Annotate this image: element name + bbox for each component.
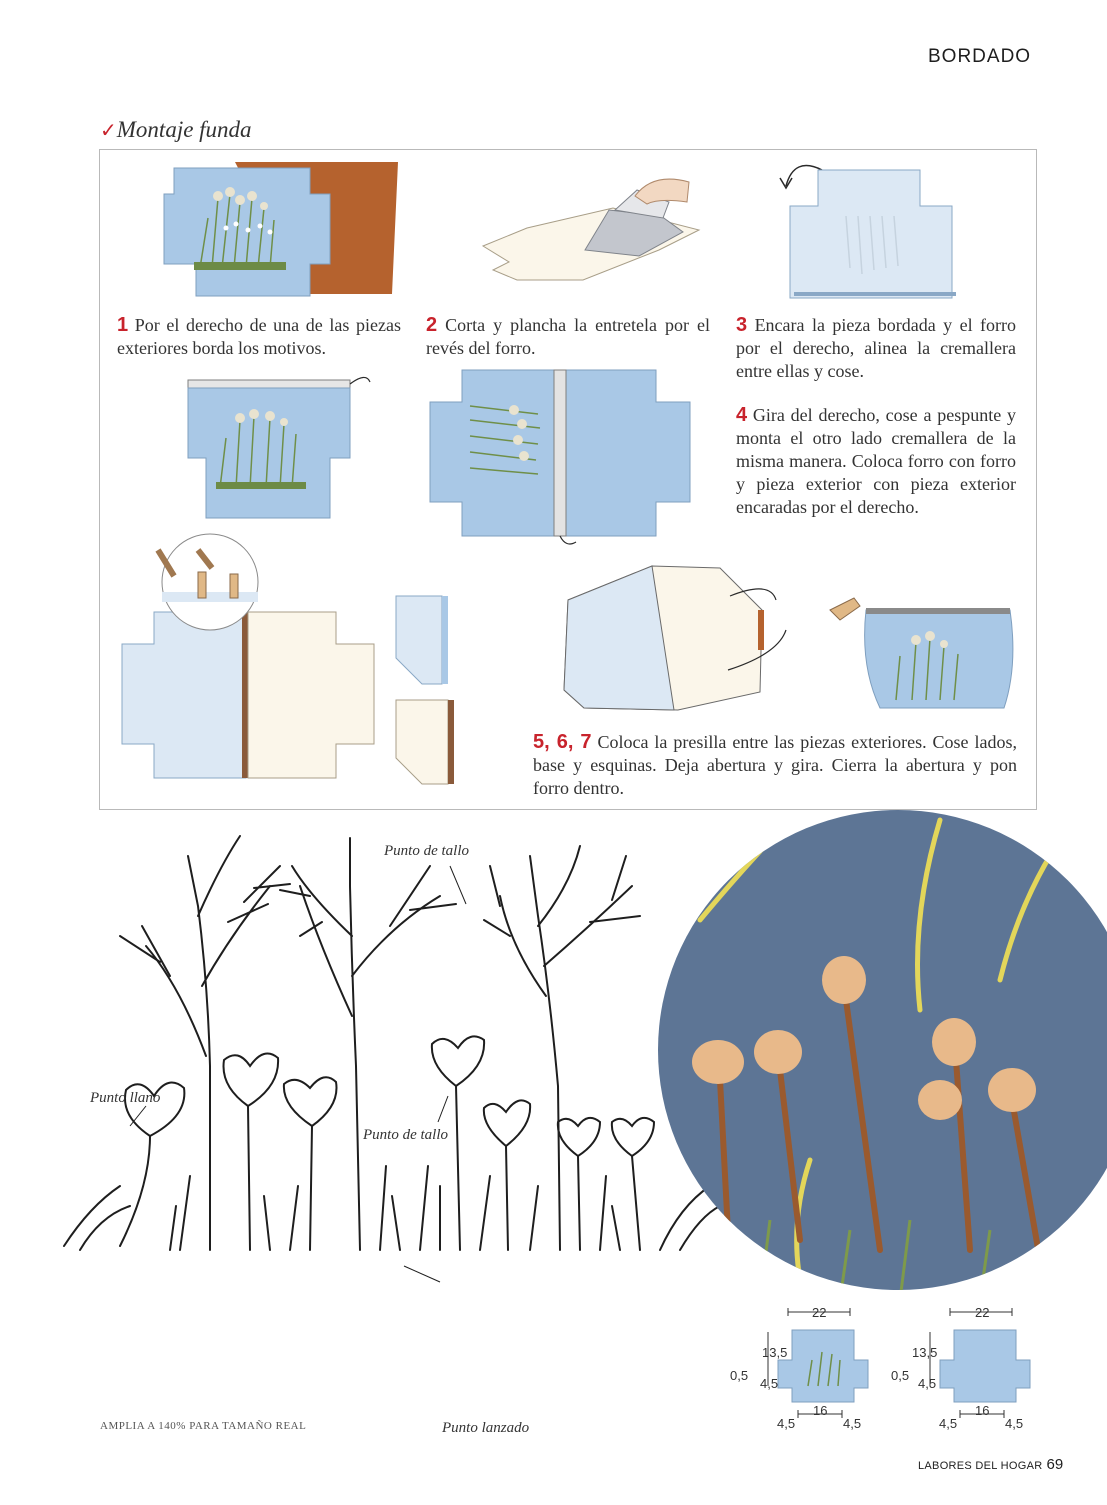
step-3-text: Encara la pieza bordada y el forro por el derecho, alinea la cremallera entre ellas y cose. <box>736 315 1016 381</box>
step6-bag-illustration <box>560 560 810 720</box>
step-1 <box>117 314 401 360</box>
checkmark-icon: ✓ <box>100 120 117 142</box>
label-stem-stitch-mid: Punto de tallo <box>363 1127 448 1143</box>
step-3 <box>736 314 1016 383</box>
label-stem-stitch-top: Punto de tallo <box>384 843 469 859</box>
step-4-text: Gira del derecho, cose a pespunte y monta el otro lado cremallera de la misma manera. Coloca forro con forro y pieza exterior con pieza exterior encaradas por el derecho. <box>736 405 1016 517</box>
diagram2-height: 13,5 <box>912 1345 938 1360</box>
enlarge-note: AMPLIA A 140% PARA TAMAÑO REAL <box>100 1420 307 1432</box>
step-3-number: 3 <box>736 314 748 336</box>
label-straight-stitch: Punto lanzado <box>442 1420 530 1436</box>
embroidery-pattern <box>60 826 720 1426</box>
step-4-number: 4 <box>736 404 748 426</box>
step-1-number: 1 <box>117 314 129 336</box>
diagram2-left-side: 4,5 <box>939 1416 958 1431</box>
diagram2-top: 22 <box>975 1305 990 1320</box>
step1-illustration <box>160 158 410 308</box>
step-5-6-7-number: 5, 6, 7 <box>533 731 592 753</box>
section-title: BORDADO <box>928 46 1032 67</box>
step3-illustration <box>770 158 970 308</box>
diagram2-seam: 0,5 <box>891 1368 910 1383</box>
diagram1-right-side: 4,5 <box>843 1416 862 1431</box>
diagram1-bottom: 16 <box>813 1403 828 1418</box>
step2-illustration <box>463 168 713 283</box>
embroidery-closeup-photo <box>640 800 1107 1300</box>
diagram1-left-side: 4,5 <box>777 1416 796 1431</box>
label-satin-stitch: Punto llano <box>90 1090 161 1106</box>
step6-illustration <box>392 592 512 792</box>
step3-sewn-illustration <box>180 368 380 528</box>
diagram1-tab: 4,5 <box>760 1376 779 1391</box>
diagram1-seam: 0,5 <box>730 1368 749 1383</box>
assembly-heading-text: Montaje funda <box>116 117 252 142</box>
step-5-6-7-text: Coloca la presilla entre las piezas exteriores. Cose lados, base y esquinas. Deja abertura y gira. Cierra la abertura y pon forro dentro. <box>533 732 1017 798</box>
diagram2-tab: 4,5 <box>918 1376 937 1391</box>
diagram2-bottom: 16 <box>975 1403 990 1418</box>
step-2 <box>426 314 710 360</box>
diagram2-right-side: 4,5 <box>1005 1416 1024 1431</box>
finished-bag-illustration <box>820 596 1020 716</box>
step4-illustration <box>426 366 696 546</box>
step-5-6-7 <box>533 731 1017 800</box>
step5-illustration <box>118 532 390 782</box>
diagram1-height: 13,5 <box>762 1345 788 1360</box>
step-1-text: Por el derecho de una de las piezas exteriores borda los motivos. <box>117 315 401 358</box>
step-2-number: 2 <box>426 314 438 336</box>
step-4 <box>736 404 1016 519</box>
diagram1-top: 22 <box>812 1305 827 1320</box>
step-2-text: Corta y plancha la entretela por el revés del forro. <box>426 315 710 358</box>
magazine-name: LABORES DEL HOGAR <box>918 1460 1043 1472</box>
assembly-heading <box>100 117 252 143</box>
page-number: 69 <box>1046 1456 1064 1473</box>
page-footer <box>918 1456 1063 1474</box>
